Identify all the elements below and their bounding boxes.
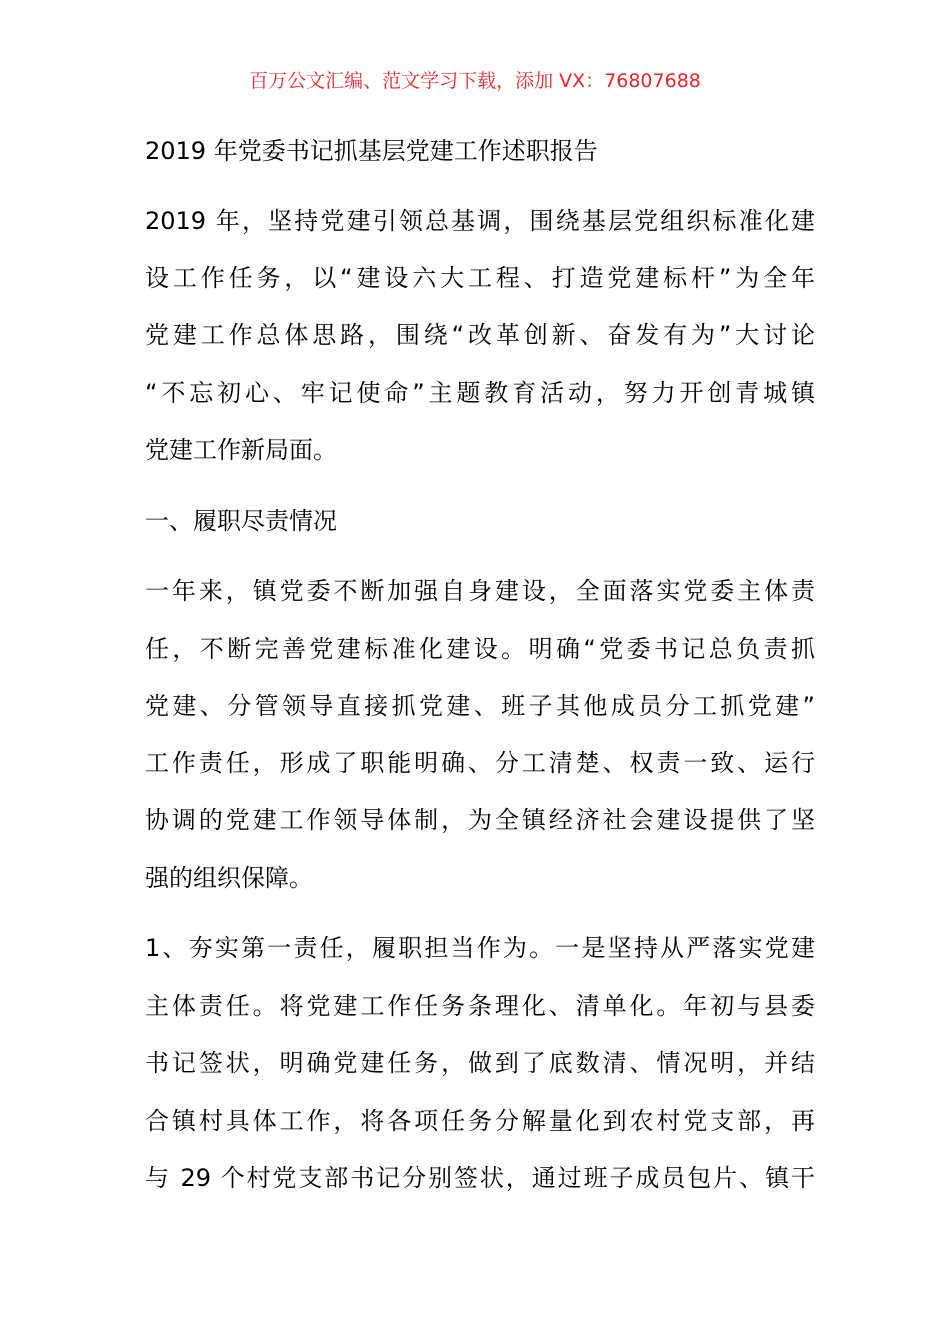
section1-line: 协调的党建工作领导体制，为全镇经济社会建设提供了坚 (145, 806, 815, 834)
section1-line: 任，不断完善党建标准化建设。明确“党委书记总负责抓 (145, 635, 815, 663)
intro-line: “不忘初心、牢记使命”主题教育活动，努力开创青城镇 (145, 379, 815, 407)
section1-line: 党建、分管领导直接抓党建、班子其他成员分工抓党建” (145, 692, 815, 720)
intro-line: 党建工作总体思路，围绕“改革创新、奋发有为”大讨论 (145, 321, 815, 349)
intro-line: 党建工作新局面。 (145, 436, 337, 464)
item1-line: 1、夯实第一责任，履职担当作为。一是坚持从严落实党建 (145, 934, 815, 962)
item1-line: 与 29 个村党支部书记分别签状，通过班子成员包片、镇干 (145, 1164, 815, 1192)
section1-line: 强的组织保障。 (145, 864, 313, 892)
header-note: 百万公文汇编、范文学习下载，添加 VX：76807688 (249, 70, 701, 92)
section1-line: 一年来，镇党委不断加强自身建设，全面落实党委主体责 (145, 577, 815, 605)
intro-line: 2019 年，坚持党建引领总基调，围绕基层党组织标准化建 (145, 207, 815, 235)
item1-line: 合镇村具体工作，将各项任务分解量化到农村党支部，再 (145, 1107, 815, 1135)
section-heading: 一、履职尽责情况 (145, 507, 337, 535)
item1-line: 书记签状，明确党建任务，做到了底数清、情况明，并结 (145, 1049, 815, 1077)
item1-line: 主体责任。将党建工作任务条理化、清单化。年初与县委 (145, 992, 815, 1020)
document-title: 2019 年党委书记抓基层党建工作述职报告 (145, 137, 598, 165)
section1-line: 工作责任，形成了职能明确、分工清楚、权责一致、运行 (145, 749, 815, 777)
intro-line: 设工作任务，以“建设六大工程、打造党建标杆”为全年 (145, 264, 815, 292)
